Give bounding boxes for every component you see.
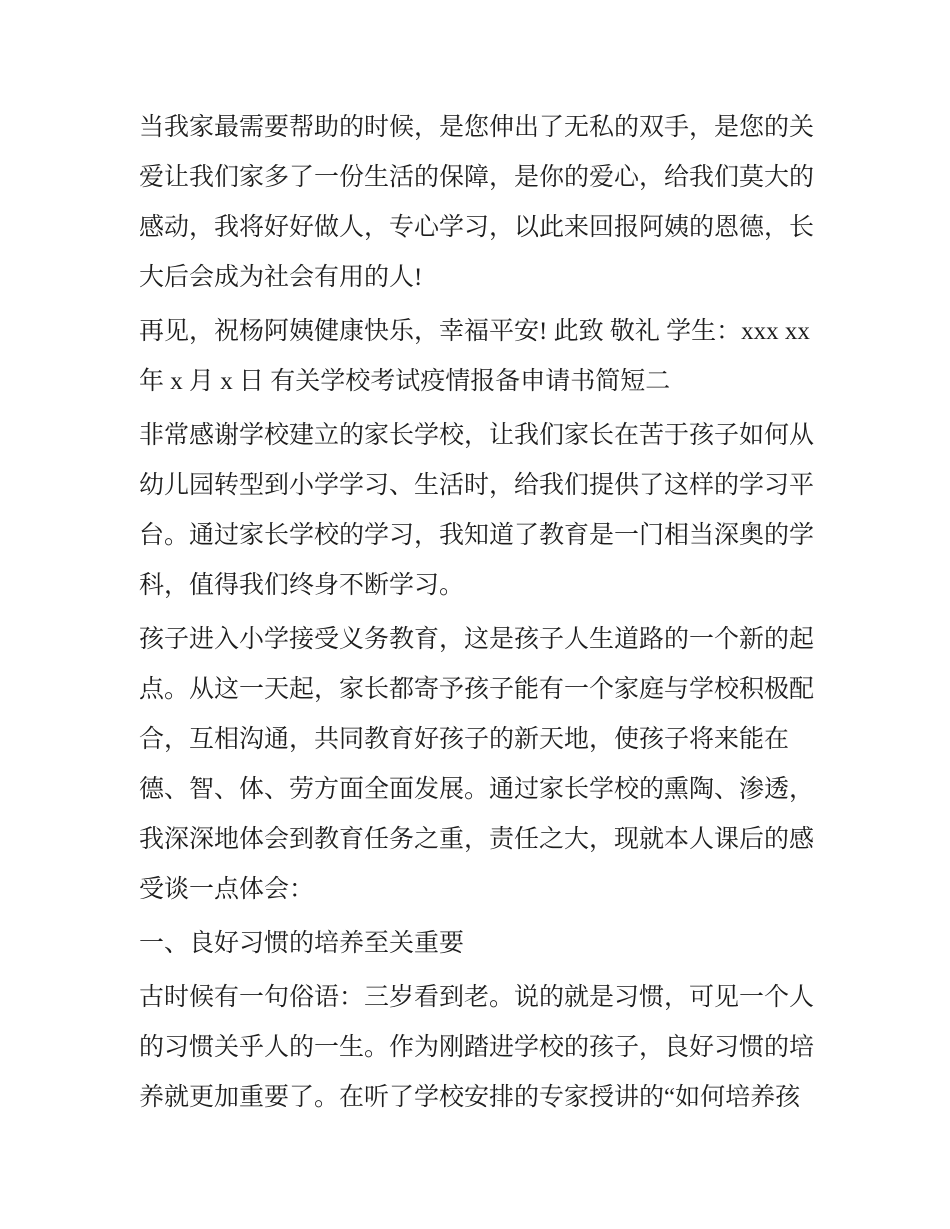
paragraph-letter-closing-signature: 再见，祝杨阿姨健康快乐，幸福平安! 此致 敬礼 学生：xxx xx 年 x 月 x 日 有关学校考试疫情报备申请书简短二	[139, 318, 810, 395]
paragraph-thanks-letter-body: 当我家最需要帮助的时候，是您伸出了无私的双手，是您的关爱让我们家多了一份生活的保障，是你的爱心，给我们莫大的感动，我将好好做人，专心学习，以此来回报阿姨的恩德，长大后会成为社会有用的人!	[139, 114, 815, 291]
paragraph-habit-proverb: 古时候有一句俗语：三岁看到老。说的就是习惯，可见一个人的习惯关乎人的一生。作为刚踏进学校的孩子，良好习惯的培养就更加重要了。在听了学校安排的专家授讲的“如何培养孩	[139, 984, 815, 1111]
paragraph-child-primary-school: 孩子进入小学接受义务教育，这是孩子人生道路的一个新的起点。从这一天起，家长都寄予孩子能有一个家庭与学校积极配合，互相沟通，共同教育好孩子的新天地，使孩子将来能在德、智、体、劳方面全面发展。通过家长学校的熏陶、渗透，我深深地体会到教育任务之重，责任之大，现就本人课后的感受谈一点体会：	[139, 626, 815, 903]
heading-good-habits: 一、良好习惯的培养至关重要	[139, 930, 465, 957]
paragraph-parent-school-thanks: 非常感谢学校建立的家长学校，让我们家长在苦于孩子如何从幼儿园转型到小学学习、生活时，给我们提供了这样的学习平台。通过家长学校的学习，我知道了教育是一门相当深奥的学科，值得我们终身不断学习。	[139, 422, 815, 599]
